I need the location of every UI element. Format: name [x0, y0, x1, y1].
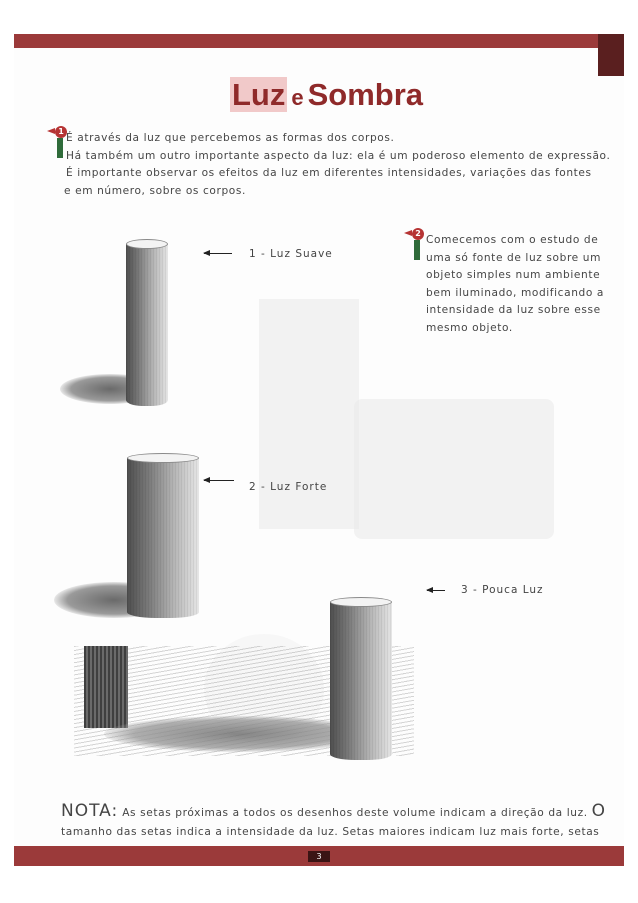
- intro-line-4: e em número, sobre os corpos.: [64, 184, 246, 197]
- note-line-2: tamanho das setas indica a intensidade da luz. Setas maiores indicam luz mais forte, setas: [61, 826, 600, 838]
- bleed-through-shape: [259, 299, 359, 529]
- light-label-3: 3 - Pouca Luz: [461, 584, 544, 596]
- note-lead: NOTA:: [61, 801, 119, 821]
- page: [14, 34, 624, 866]
- pencil-marker-1: [55, 126, 65, 160]
- top-bar: [14, 34, 624, 48]
- study-paragraph: [426, 232, 616, 337]
- light-arrow-1-icon: [204, 253, 232, 254]
- light-arrow-3-icon: [427, 590, 445, 591]
- cylinder-2-drawing: [127, 458, 199, 618]
- light-arrow-2-icon: [204, 480, 234, 481]
- top-bar-corner: [598, 34, 624, 76]
- intro-paragraph: [66, 130, 621, 200]
- bottom-bar: [14, 846, 624, 866]
- page-title: [230, 76, 423, 114]
- light-label-1: 1 - Luz Suave: [249, 248, 333, 260]
- note-line-1: [61, 802, 617, 823]
- study-line-2: uma só fonte de luz sobre um: [426, 251, 601, 264]
- page-number: 3: [308, 851, 330, 862]
- study-line-5: intensidade da luz sobre esse: [426, 304, 601, 316]
- study-line-1: Comecemos com o estudo de: [426, 234, 599, 246]
- pencil-marker-2: [412, 228, 422, 262]
- study-line-4: bem iluminado, modificando a: [426, 286, 604, 299]
- light-label-2: 2 - Luz Forte: [249, 481, 328, 493]
- bleed-through-shape: [354, 399, 554, 539]
- title-connector: e: [291, 85, 304, 110]
- intro-line-3: É importante observar os efeitos da luz em diferentes intensidades, variações das fontes: [66, 167, 592, 179]
- cylinder-1-drawing: [126, 244, 168, 406]
- pencil-icon: [57, 138, 63, 158]
- step-badge-1: 1: [55, 126, 67, 138]
- pencil-tip-icon: [404, 230, 412, 236]
- cylinder-3-drawing: [330, 602, 392, 760]
- box-drawing: [84, 646, 128, 728]
- pencil-tip-icon: [47, 128, 55, 134]
- title-luz: Luz: [232, 77, 286, 112]
- pencil-icon: [414, 240, 420, 260]
- study-line-3: objeto simples num ambiente: [426, 269, 601, 281]
- study-line-6: mesmo objeto.: [426, 321, 513, 334]
- note-line-1-end: O: [591, 801, 607, 821]
- intro-line-2: Há também um outro importante aspecto da luz: ela é um poderoso elemento de expressão.: [66, 149, 611, 162]
- intro-line-1: É através da luz que percebemos as formas dos corpos.: [66, 132, 395, 144]
- note-line-1-text: As setas próximas a todos os desenhos deste volume indicam a direção da luz.: [122, 807, 588, 819]
- title-sombra: Sombra: [307, 77, 424, 112]
- step-badge-2: 2: [412, 228, 424, 240]
